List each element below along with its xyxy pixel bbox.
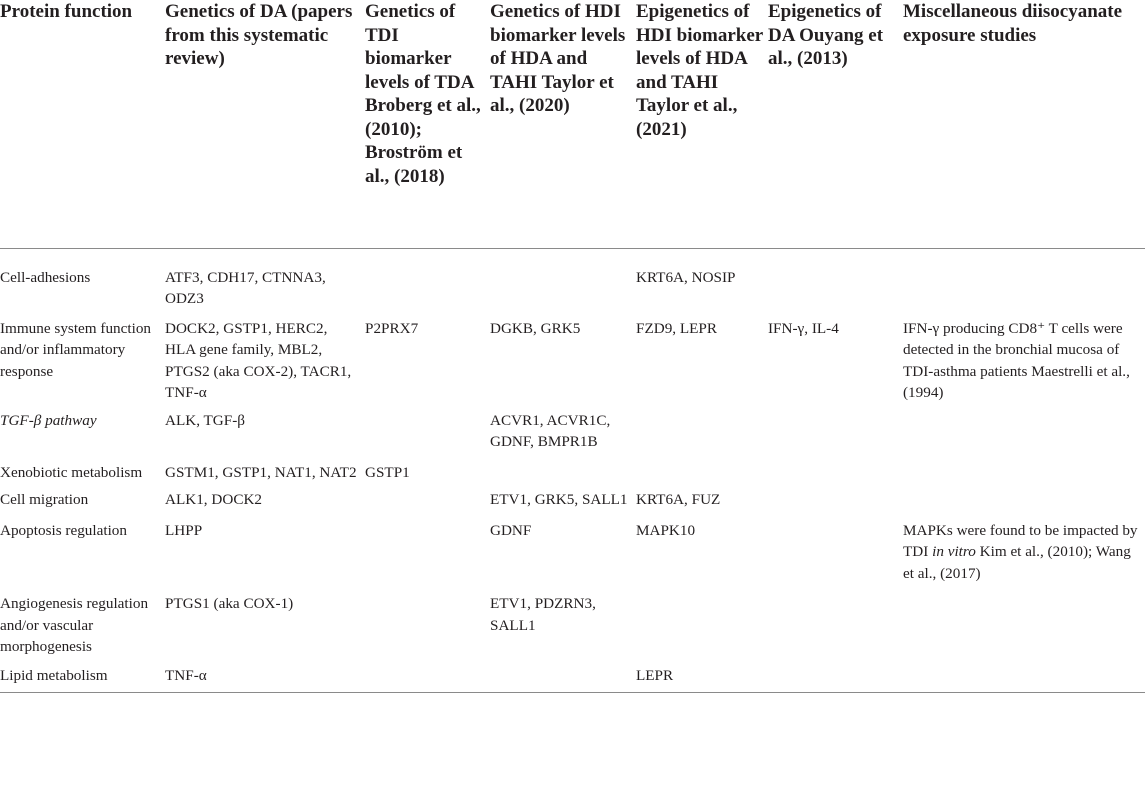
cell-da-epigenetics	[768, 483, 903, 511]
cell-tdi	[365, 404, 490, 453]
header-misc-studies: Miscellaneous diisocyanate exposure studies	[903, 0, 1145, 248]
cell-misc: IFN-γ producing CD8⁺ T cells were detected in the bronchial mucosa of TDI-asthma patients Maestrelli et al., (1994)	[903, 319, 1130, 401]
cell-hdi-epigenetics: KRT6A, NOSIP	[636, 268, 736, 286]
cell-hdi-epigenetics: KRT6A, FUZ	[636, 491, 721, 508]
table-row	[0, 404, 1145, 453]
cell-hdi-epigenetics: LEPR	[636, 658, 768, 693]
cell-hdi-genetics	[490, 248, 636, 310]
cell-tdi	[365, 511, 490, 585]
cell-da-epigenetics	[768, 511, 903, 585]
cell-function: Apoptosis regulation	[0, 521, 127, 539]
header-epigenetics-hdi: Epigenetics of HDI biomarker levels of HDA and TAHI Taylor et al., (2021)	[636, 0, 768, 248]
header-genetics-tdi: Genetics of TDI biomarker levels of TDA Broberg et al., (2010); Broström et al., (2018)	[365, 0, 490, 248]
cell-function: TGF-β pathway	[0, 411, 97, 429]
table-row	[0, 453, 1145, 484]
cell-da: DOCK2, GSTP1, HERC2, HLA gene family, MBL2, PTGS2 (aka COX-2), TACR1, TNF-α	[165, 319, 352, 401]
cell-da-epigenetics	[768, 584, 903, 658]
cell-function: Xenobiotic metabolism	[0, 463, 143, 481]
cell-hdi-epigenetics: FZD9, LEPR	[636, 319, 718, 337]
cell-hdi-genetics	[490, 658, 636, 693]
cell-misc	[903, 248, 1145, 310]
cell-da-epigenetics	[768, 248, 903, 310]
cell-da: ALK1, DOCK2	[165, 491, 263, 508]
header-protein-function: Protein function	[0, 0, 165, 248]
cell-hdi-genetics: GDNF	[490, 521, 532, 539]
table-row	[0, 310, 1145, 404]
cell-da: ATF3, CDH17, CTNNA3, ODZ3	[165, 268, 326, 307]
cell-hdi-epigenetics	[636, 453, 768, 484]
header-genetics-hdi: Genetics of HDI biomarker levels of HDA and TAHI Taylor et al., (2020)	[490, 0, 636, 248]
cell-hdi-genetics: DGKB, GRK5	[490, 319, 581, 337]
cell-da: LHPP	[165, 521, 203, 539]
cell-tdi	[365, 584, 490, 658]
table-row	[0, 248, 1145, 310]
cell-function: Immune system function and/or inflammatory response	[0, 319, 152, 380]
misc-text-a: MAPKs were found to be impacted by TDI	[903, 521, 1138, 560]
table-row	[0, 511, 1145, 585]
table-row	[0, 658, 1145, 693]
cell-misc	[903, 584, 1145, 658]
cell-hdi-genetics: ETV1, GRK5, SALL1	[490, 491, 628, 508]
table-row	[0, 584, 1145, 658]
cell-misc	[903, 483, 1145, 511]
cell-tdi: P2PRX7	[365, 319, 419, 337]
cell-hdi-genetics	[490, 453, 636, 484]
cell-misc	[903, 511, 1145, 585]
cell-hdi-epigenetics: MAPK10	[636, 521, 696, 539]
cell-hdi-epigenetics	[636, 584, 768, 658]
cell-da: PTGS1 (aka COX-1)	[165, 595, 294, 612]
cell-da: TNF-α	[165, 658, 365, 693]
cell-da: GSTM1, GSTP1, NAT1, NAT2	[165, 463, 357, 481]
cell-da-epigenetics	[768, 453, 903, 484]
cell-function: Lipid metabolism	[0, 658, 165, 693]
cell-da: ALK, TGF-β	[165, 411, 246, 429]
cell-tdi	[365, 658, 490, 693]
header-genetics-da: Genetics of DA (papers from this systematic review)	[165, 0, 365, 248]
cell-da-epigenetics: IFN-γ, IL-4	[768, 319, 839, 337]
cell-function: Cell migration	[0, 491, 89, 508]
cell-function: Angiogenesis regulation and/or vascular morphogenesis	[0, 595, 149, 655]
cell-misc	[903, 453, 1145, 484]
table-row	[0, 483, 1145, 511]
cell-misc	[903, 658, 1145, 693]
cell-misc	[903, 404, 1145, 453]
misc-text-c: Kim et al., (2010); Wang et al., (2017)	[903, 543, 1131, 582]
header-epigenetics-da: Epigenetics of DA Ouyang et al., (2013)	[768, 0, 903, 248]
cell-da-epigenetics	[768, 658, 903, 693]
cell-hdi-genetics: ACVR1, ACVR1C, GDNF, BMPR1B	[490, 411, 611, 450]
cell-tdi	[365, 483, 490, 511]
cell-tdi	[365, 248, 490, 310]
cell-da-epigenetics	[768, 404, 903, 453]
cell-tdi: GSTP1	[365, 463, 410, 481]
cell-function: Cell-adhesions	[0, 268, 91, 286]
header-row	[0, 0, 1145, 248]
cell-hdi-epigenetics	[636, 404, 768, 453]
misc-text-italic: in vitro	[932, 543, 976, 560]
cell-hdi-genetics: ETV1, PDZRN3, SALL1	[490, 595, 596, 634]
